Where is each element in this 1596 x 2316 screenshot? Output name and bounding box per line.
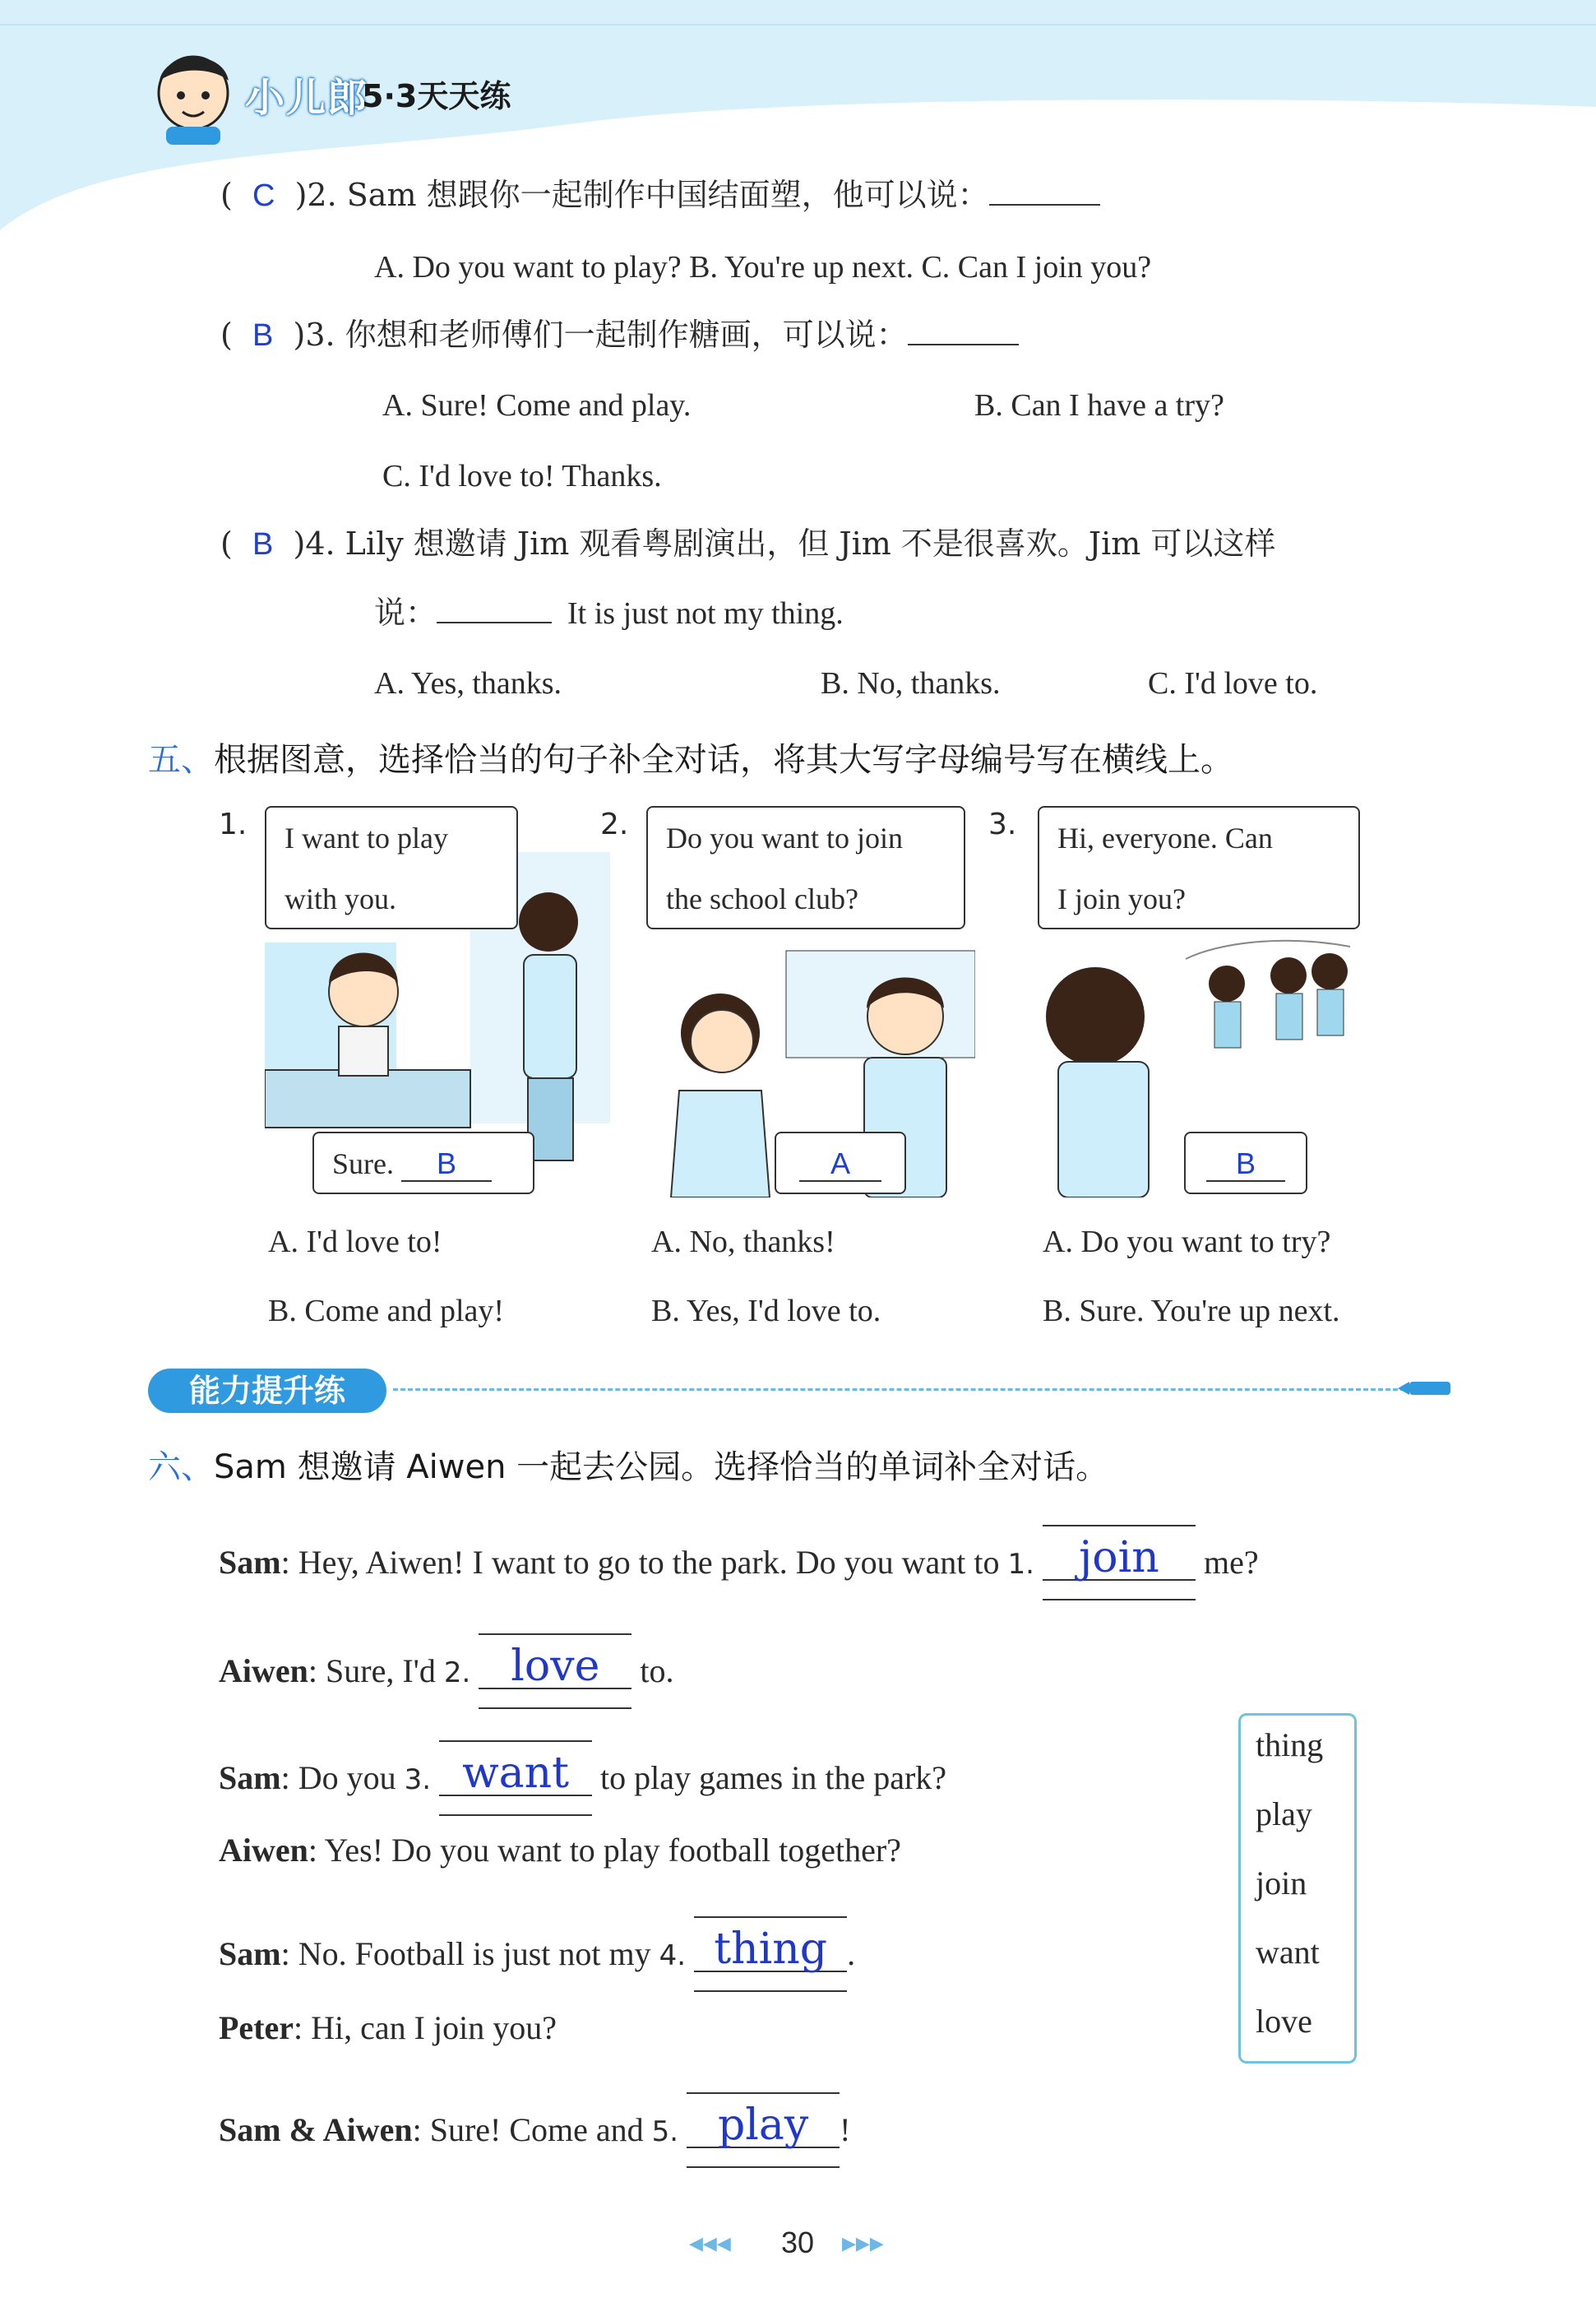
q3-answer: B [252,318,274,353]
q2-answer: C [252,178,275,213]
panel1-speech-bubble: I want to play with you. [265,806,518,929]
panel1-option-a: A. I'd love to! [268,1225,442,1259]
q3-option-a: A. Sure! Come and play. [382,388,692,423]
boy-mascot-icon [148,48,238,146]
q4-stem-line2: 说： It is just not my thing. [374,595,844,631]
word-bank-item: love [1256,2003,1312,2040]
dialog-line-6: Peter: Hi, can I join you? [219,2009,557,2046]
q4-option-a: A. Yes, thanks. [374,666,562,701]
panel1-answer: B [401,1147,492,1182]
word-bank [1238,1713,1357,2064]
panel3-speech-bubble: Hi, everyone. Can I join you? [1038,806,1360,929]
dialog-line-5: Sam: No. Football is just not my 4. thing . [219,1920,855,1995]
dialog-line-1: Sam: Hey, Aiwen! I want to go to the park. Do you want to 1. join me? [219,1528,1259,1604]
section-divider [393,1388,1413,1391]
panel3-option-b: B. Sure. You're up next. [1043,1294,1340,1328]
dialog-line-3: Sam: Do you 3. want to play games in the park? [219,1744,946,1819]
pencil-icon [1398,1377,1455,1400]
q4-stem: ( B )4. Lily 想邀请 Jim 观看粤剧演出，但 Jim 不是很喜欢。Jim 可以这样 [220,526,1276,562]
panel3-reply-bubble [1184,1132,1307,1194]
panel1-reply-bubble: Sure. B [312,1132,534,1194]
page-number: 30 [781,2226,815,2259]
dialog-line-7: Sam & Aiwen: Sure! Come and 5. play ! [219,2096,850,2171]
panel2-option-a: A. No, thanks! [651,1225,835,1259]
panel3-option-a: A. Do you want to try? [1043,1225,1331,1259]
panel2-option-b: B. Yes, I'd love to. [651,1294,881,1328]
brand-logo: 小儿郎 [245,75,369,121]
answer-5: play [687,2104,840,2148]
panel1-option-b: B. Come and play! [268,1294,505,1328]
q3-option-c: C. I'd love to! Thanks. [382,459,662,493]
q4-answer: B [252,527,274,562]
answer-3: want [439,1752,592,1796]
page-arrows-right: ▶▶▶ [842,2234,884,2254]
answer-4: thing [694,1928,847,1972]
section6-title: 六、Sam 想邀请 Aiwen 一起去公园。选择恰当的单词补全对话。 [148,1448,1109,1486]
word-bank-item: thing [1256,1726,1324,1763]
word-bank-item: want [1256,1934,1320,1971]
q2-stem: ( C )2. Sam 想跟你一起制作中国结面塑，他可以说： [220,174,1100,216]
ability-section-label: 能力提升练 [148,1369,386,1413]
dialog-line-2: Aiwen: Sure, I'd 2. love to. [219,1637,673,1712]
panel1-number: 1. [219,808,247,841]
panel3-answer: B [1206,1147,1285,1182]
q4-option-b: B. No, thanks. [821,666,1001,701]
word-bank-item: join [1256,1864,1307,1901]
q2-options: A. Do you want to play? B. You're up next. C. Can I join you? [374,250,1152,285]
panel2-speech-bubble: Do you want to join the school club? [646,806,965,929]
panel2-answer: A [799,1147,881,1182]
panel2-number: 2. [600,808,629,841]
section5-title: 五、根据图意，选择恰当的句子补全对话，将其大写字母编号写在横线上。 [148,741,1233,779]
panel2-reply-bubble [775,1132,906,1194]
series-title: 5·3天天练 [362,78,511,114]
page-arrows-left: ◀◀◀ [689,2234,731,2254]
panel3-number: 3. [988,808,1017,841]
q3-stem: ( B )3. 你想和老师傅们一起制作糖画，可以说： [220,314,1019,356]
word-bank-item: play [1256,1795,1312,1832]
q3-option-b: B. Can I have a try? [974,388,1224,423]
answer-2: love [479,1645,631,1689]
q4-option-c: C. I'd love to. [1148,666,1318,701]
dialog-line-4: Aiwen: Yes! Do you want to play football together? [219,1832,901,1869]
answer-1: join [1043,1536,1196,1581]
